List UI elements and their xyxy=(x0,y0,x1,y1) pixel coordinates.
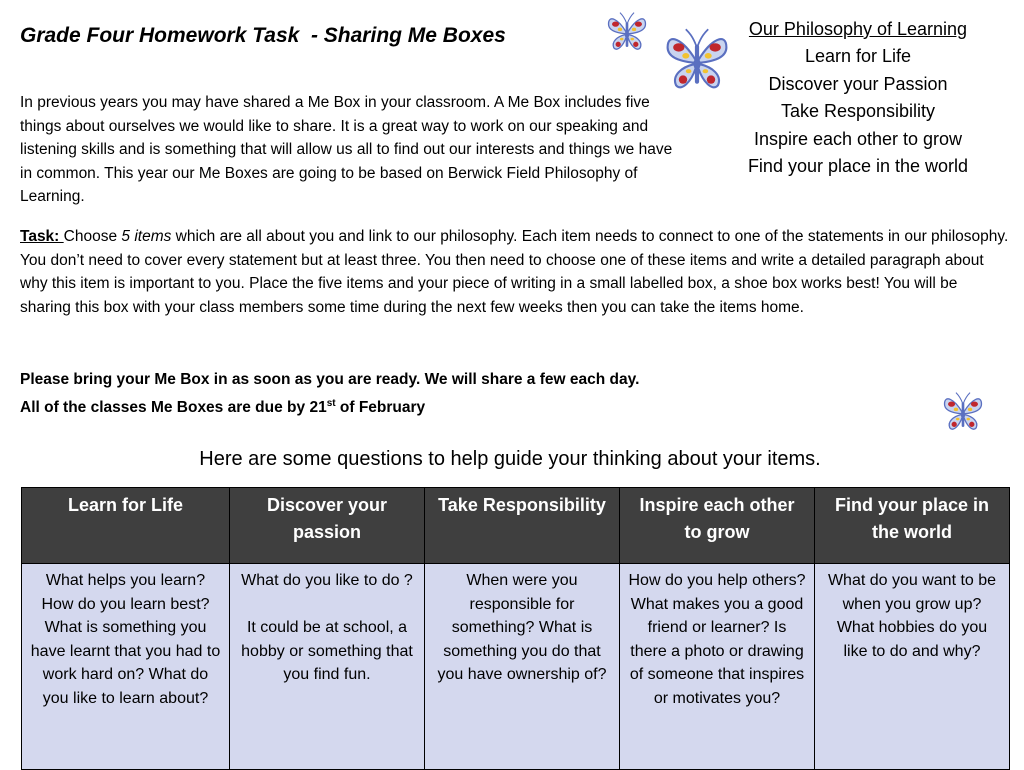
table-cell xyxy=(230,564,425,770)
table-cell xyxy=(425,564,620,770)
table-cell xyxy=(22,564,230,770)
column-header: Inspire each other to grow xyxy=(620,488,815,564)
philosophy-item: Inspire each other to grow xyxy=(753,128,963,149)
task-paragraph xyxy=(20,225,1010,319)
cell-text: When were you responsible for something? What is something you do that you have ownership of? xyxy=(437,572,607,684)
notice-line: Please bring your Me Box in as soon as you are ready. We will share a few each day. xyxy=(20,371,640,388)
cell-text: How do you help others? What makes you a good friend or learner? Is there a photo or drawing of someone that inspires or motivates you? xyxy=(628,572,806,707)
notice-due-month: of February xyxy=(335,399,426,417)
table-cell xyxy=(815,564,1010,770)
page-title: Grade Four Homework Task - Sharing Me Boxes xyxy=(20,24,506,47)
column-header: Discover your passion xyxy=(230,488,425,564)
task-emphasis: 5 items xyxy=(121,228,172,245)
table-row xyxy=(22,564,1010,770)
column-header: Take Responsibility xyxy=(425,488,620,564)
task-text: Choose xyxy=(63,228,122,245)
questions-table xyxy=(21,487,1010,770)
due-notice xyxy=(20,368,920,420)
philosophy-item: Discover your Passion xyxy=(768,73,948,94)
table-cell xyxy=(620,564,815,770)
guide-heading: Here are some questions to help guide your thinking about your items. xyxy=(199,448,821,470)
notice-line xyxy=(20,392,920,420)
philosophy-item: Learn for Life xyxy=(804,46,912,67)
butterfly-icon xyxy=(940,390,986,434)
notice-due-text: All of the classes Me Boxes are due by 21 xyxy=(20,399,327,417)
task-text: which are all about you and link to our philosophy. Each item needs to connect to one of the statements in our philosophy. You don’t need to cover every statement but at least three. You then need to choose one of these items and write a detailed paragraph about why this item is important to you. Place the five items and your piece of writing in a small labelled box, a shoe box works best! You will be sharing this box with your class members some time during the next few weeks then you can take the items home. xyxy=(20,228,1009,316)
philosophy-heading: Our Philosophy of Learning xyxy=(748,19,968,39)
cell-text: What helps you learn? How do you learn best? What is something you have learnt that you had to work hard on? What do you like to learn about? xyxy=(30,572,221,707)
table-header-row xyxy=(22,488,1010,564)
column-header: Find your place in the world xyxy=(815,488,1010,564)
notice-ordinal: st xyxy=(326,398,336,409)
task-label: Task: xyxy=(20,228,64,245)
philosophy-item: Find your place in the world xyxy=(747,156,969,177)
column-header: Learn for Life xyxy=(22,488,230,564)
philosophy-box xyxy=(722,16,994,180)
butterfly-icon xyxy=(604,10,650,54)
philosophy-item: Take Responsibility xyxy=(780,101,936,122)
intro-paragraph: In previous years you may have shared a Me Box in your classroom. A Me Box includes five things about ourselves we would like to share. It is a great way to work on our speaking and listening skills and is something that will allow us all to find out our interests and things we have in common. This year our Me Boxes are going to be based on Berwick Field Philosophy of Learning. xyxy=(20,94,673,206)
cell-text: What do you like to do ? It could be at school, a hobby or something that you find fun. xyxy=(241,572,413,684)
cell-text: What do you want to be when you grow up? What hobbies do you like to do and why? xyxy=(827,572,997,660)
